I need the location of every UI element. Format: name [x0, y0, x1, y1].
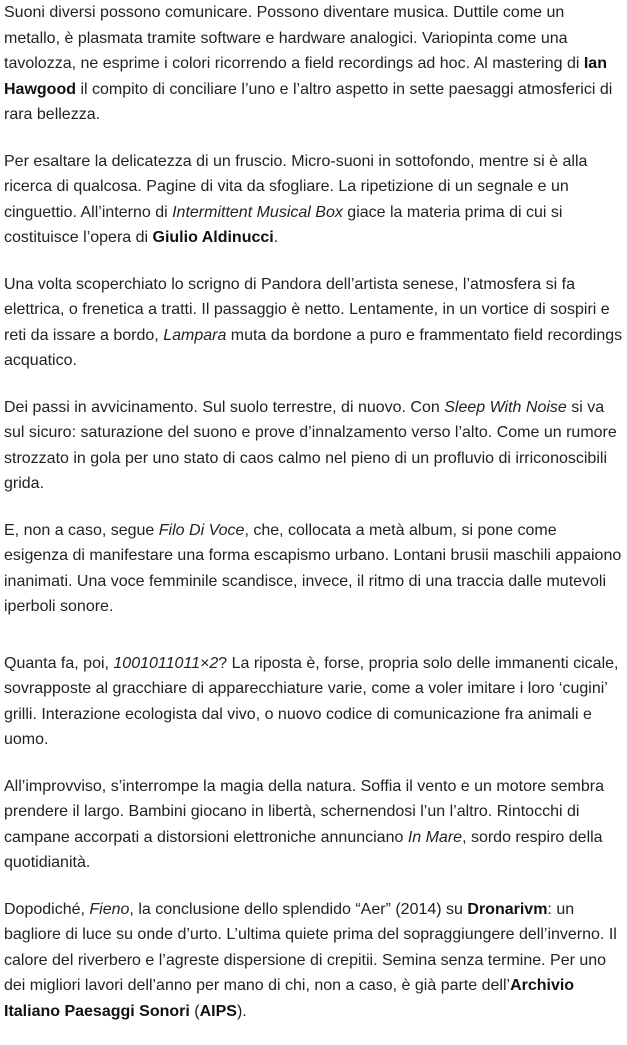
text-run: ).	[236, 1002, 247, 1020]
bold-text: Giulio Aldinucci	[152, 229, 274, 246]
text-run: (	[189, 1002, 200, 1020]
paragraph-6	[4, 651, 624, 753]
italic-title: Filo Di Voce	[158, 521, 245, 539]
bold-text: Dronarivm	[467, 900, 548, 918]
italic-title: Intermittent Musical Box	[172, 203, 343, 221]
text-run: Una volta scoperchiato lo scrigno di Pandora dell’artista senese, l’atmosfera si fa elettrica, o frenetica a tratti. Il passaggio è netto. Lentamente, in un vortice di sospiri e reti da issare a bordo,	[4, 275, 610, 344]
paragraph-7	[4, 774, 624, 876]
bold-text: Archivio Italiano Paesaggi Sonori	[4, 977, 575, 1020]
text-run: il compito di conciliare l’uno e l’altro aspetto in sette paesaggi atmosferici di rara bellezza.	[4, 80, 613, 123]
text-run: ? La riposta è, forse, propria solo delle immanenti cicale, sovrapposte al gracchiare di apparecchiature varie, come a voler imitare i loro ‘cugini’ grilli. Interazione ecologista dal vivo, o nuovo codice di comunicazione fra animali e uomo.	[4, 654, 619, 748]
text-run: : un bagliore di luce su onde d’urto. L’ultima quiete prima del sopraggiungere dell’inverno. Il calore del riverbero e l’agreste dispersione di crepitii. Semina senza termine. Per uno dei migliori lavori dell’anno per mano di chi, non a caso, è già parte dell’	[4, 900, 617, 994]
italic-title: Fieno	[89, 900, 130, 918]
bold-text: Ian Hawgood	[4, 55, 607, 98]
text-run: si va sul sicuro: saturazione del suono e prove d’innalzamento verso l’alto. Come un rumore strozzato in gola per uno stato di caos calmo nel pieno di un profluvio di irriconoscibili grida.	[4, 398, 617, 492]
italic-title: 1001011011×2	[113, 654, 219, 672]
text-run: , che, collocata a metà album, si pone come esigenza di manifestare una forma escapismo urbano. Lontani brusii maschili appaiono inanimati. Una voce femminile scandisce, invece, il ritmo di una traccia dalle mutevoli iperboli sonore.	[4, 521, 622, 615]
text-run: Dopodiché,	[4, 900, 90, 918]
text-run: Dei passi in avvicinamento. Sul suolo terrestre, di nuovo. Con	[4, 398, 445, 416]
paragraph-4	[4, 395, 624, 497]
paragraph-8	[4, 897, 624, 1025]
paragraph-1	[4, 0, 624, 128]
bold-text: AIPS	[199, 1002, 237, 1020]
italic-title: In Mare	[407, 828, 463, 846]
italic-title: Sleep With Noise	[444, 398, 567, 416]
paragraph-2	[4, 149, 624, 251]
text-run: , la conclusione dello splendido “Aer” (2014) su	[129, 900, 468, 918]
text-run: Per esaltare la delicatezza di un fruscio. Micro-suoni in sottofondo, mentre si è alla ricerca di qualcosa. Pagine di vita da sfogliare. La ripetizione di un segnale e un cinguettio. All’interno di	[4, 152, 588, 221]
text-run: giace la materia prima di cui si costituisce l’opera di	[4, 203, 563, 246]
text-run: E, non a caso, segue	[4, 521, 159, 539]
text-run: Quanta fa, poi,	[4, 654, 114, 672]
paragraph-3	[4, 272, 624, 374]
text-run: .	[273, 229, 279, 246]
text-run: All’improvviso, s’interrompe la magia della natura. Soffia il vento e un motore sembra prendere il largo. Bambini giocano in libertà, schernendosi l’un l’altro. Rintocchi di campane accorpati a distorsioni elettroniche annunciano	[4, 777, 604, 846]
text-run: Suoni diversi possono comunicare. Possono diventare musica. Duttile come un metallo, è plasmata tramite software e hardware analogici. Variopinta come una tavolozza, ne esprime i colori ricorrendo a field recordings ad hoc. Al mastering di	[4, 4, 584, 72]
text-run: muta da bordone a puro e frammentato field recordings acquatico.	[4, 326, 623, 369]
article-body	[4, 0, 624, 1045]
italic-title: Lampara	[163, 326, 227, 344]
text-run: , sordo respiro della quotidianità.	[4, 828, 603, 871]
paragraph-5	[4, 518, 624, 620]
